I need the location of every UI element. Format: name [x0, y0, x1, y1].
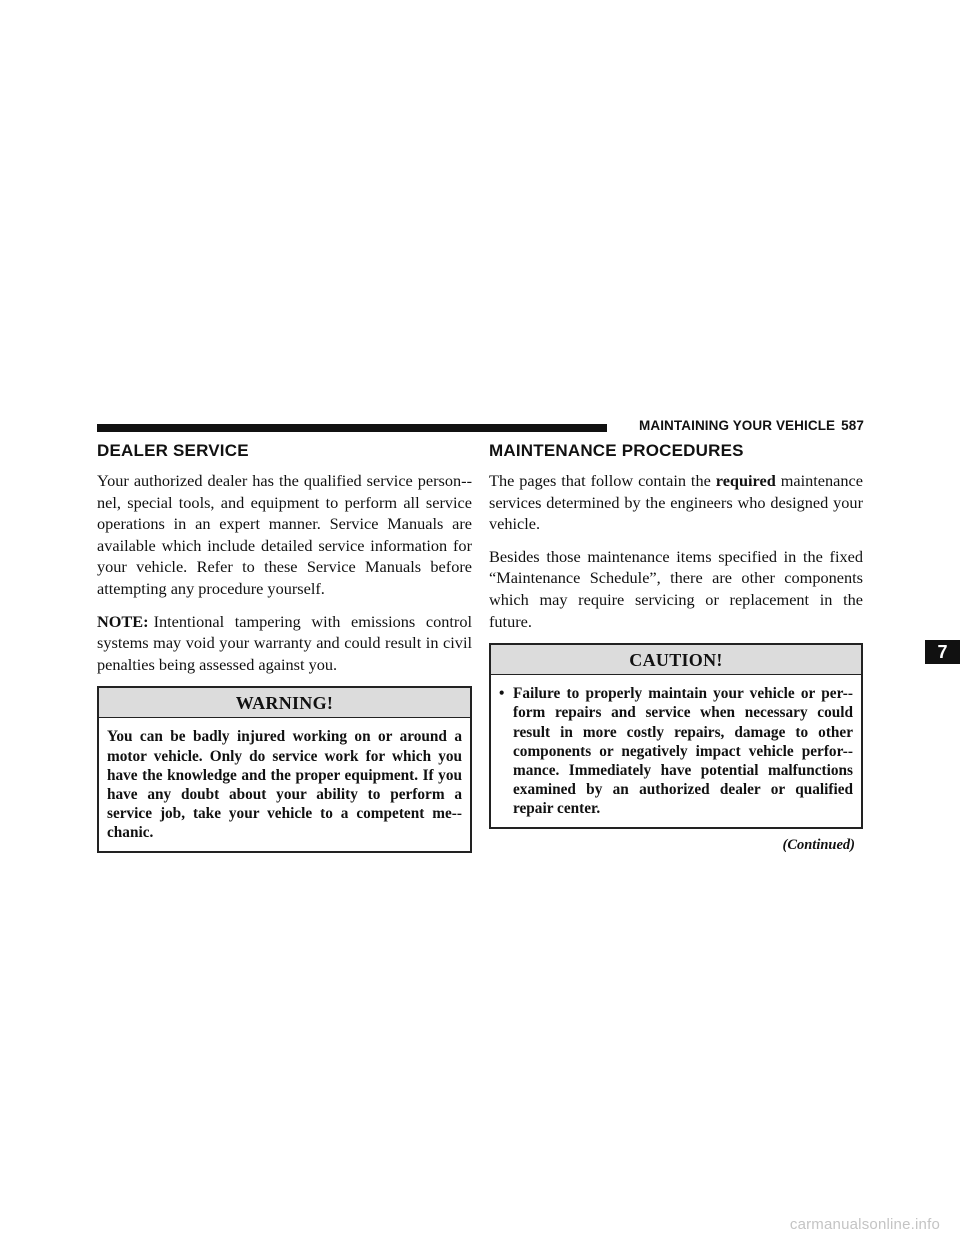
maintenance-paragraph-1 — [489, 470, 863, 535]
page-number: 587 — [841, 418, 864, 433]
caution-title: CAUTION! — [491, 645, 861, 675]
right-column — [489, 440, 863, 854]
note-paragraph — [97, 611, 472, 676]
note-text: Intentional tampering with emissions control systems may void your warranty and could result in civil penalties being assessed against you. — [97, 611, 472, 674]
running-header — [620, 418, 864, 433]
continued-label: (Continued) — [782, 836, 855, 853]
caution-bullet-text: Failure to properly maintain your vehicle or per-form repairs and service when necessary could result in more costly repairs, damage to other components or negatively impact vehicle perfor-mance. Immediately have potential malfunctions examined by an authorized dealer or qualified repair center. — [513, 685, 853, 818]
dealer-service-heading: DEALER SERVICE — [97, 441, 249, 460]
left-column — [97, 440, 472, 853]
warning-text: You can be badly injured working on or around a motor vehicle. Only do service work for which you have the knowledge and the proper equipment. If you have any doubt about your ability to perform a service job, take your vehicle to a competent me-chanic. — [107, 728, 462, 842]
maintenance-procedures-heading: MAINTENANCE PROCEDURES — [489, 441, 744, 460]
required-emphasis: required — [715, 471, 776, 490]
note-label: NOTE: — [97, 611, 149, 631]
para1-text-start: The pages that follow contain the — [489, 471, 716, 490]
section-title: MAINTAINING YOUR VEHICLE — [639, 418, 836, 433]
header-rule — [97, 424, 607, 432]
dealer-service-paragraph: Your authorized dealer has the qualified service person-nel, special tools, and equipment to perform all service operations in an expert manner. Service Manuals are available which include detailed service information for your vehicle. Refer to these Service Manuals before attempting any procedure yourself. — [97, 471, 472, 598]
caution-bullet-item — [499, 684, 853, 818]
maintenance-paragraph-2: Besides those maintenance items specified in the fixed “Maintenance Schedule”, there are other components which may require servicing or replacement in the future. — [489, 546, 863, 631]
caution-body — [491, 675, 861, 826]
watermark: carmanualsonline.info — [789, 1216, 940, 1233]
para1-text-end: maintenance services determined by the engineers who designed your vehicle. — [489, 471, 863, 534]
chapter-tab: 7 — [925, 640, 960, 664]
caution-box — [489, 643, 863, 828]
bullet-icon: • — [499, 685, 505, 703]
warning-box — [97, 686, 472, 852]
warning-title: WARNING! — [99, 688, 470, 718]
